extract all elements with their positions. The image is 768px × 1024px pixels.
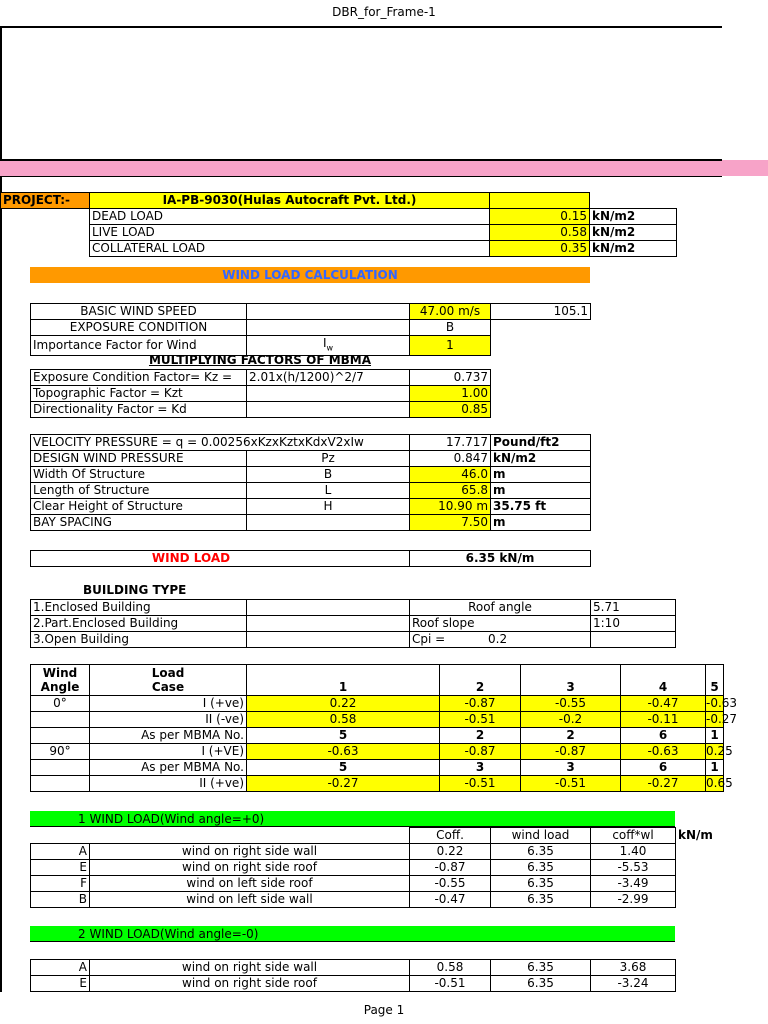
coeff-cell: 6: [621, 760, 706, 776]
spacer-cell: [676, 860, 724, 876]
wind-angle-header-1: Wind: [42, 666, 78, 680]
col-header-1: 1: [247, 665, 440, 696]
wind-load-table: [30, 550, 591, 567]
coeff-cell: -0.11: [621, 712, 706, 728]
design-pressure-symbol: Pz: [247, 451, 410, 467]
building-type-table: [30, 599, 676, 648]
length-value: 65.8: [410, 483, 491, 499]
coff-header: Coff.: [410, 828, 491, 844]
coeff-cell: -0.63: [247, 744, 440, 760]
collateral-load-value: 0.35: [490, 241, 590, 257]
coeff-cell: 6: [621, 728, 706, 744]
roof-angle-value: 5.71: [591, 600, 676, 616]
width-label: Width Of Structure: [31, 467, 247, 483]
result-value: -2.99: [591, 892, 676, 908]
height-symbol: H: [247, 499, 410, 515]
kd-label: Directionality Factor = Kd: [31, 402, 247, 418]
height-unit: 35.75 ft: [491, 499, 591, 515]
collateral-load-label: COLLATERAL LOAD: [90, 241, 490, 257]
kn-m-header: kN/m: [678, 828, 713, 842]
spacer-cell: [676, 892, 724, 908]
coeff-value: -0.55: [410, 876, 491, 892]
cpi-label: [410, 632, 591, 648]
coeff-cell: 5: [247, 728, 440, 744]
coeff-cell: -0.87: [521, 744, 621, 760]
width-unit: m: [491, 467, 591, 483]
case2-title: 2 WIND LOAD(Wind angle=-0): [30, 926, 675, 942]
wind-angle-cell: 90°: [31, 744, 90, 760]
coeff-row: [31, 712, 724, 728]
member-desc: wind on left side wall: [90, 892, 410, 908]
pressure-table: [30, 434, 591, 531]
dead-load-value: 0.15: [490, 209, 590, 225]
design-pressure-unit: kN/m2: [491, 451, 591, 467]
case1-table: [30, 827, 724, 908]
coeff-row: [31, 760, 724, 776]
kz-label: Exposure Condition Factor= Kz =: [31, 370, 247, 386]
open-building: 3.Open Building: [31, 632, 247, 648]
roof-slope-value: 1:10: [591, 616, 676, 632]
design-pressure-label: DESIGN WIND PRESSURE: [31, 451, 247, 467]
importance-symbol: $I_w$: [247, 336, 410, 356]
wind-angle-cell: [31, 760, 90, 776]
col-header-4: 4: [621, 665, 706, 696]
col-header-2: 2: [440, 665, 521, 696]
coeff-cell: 3: [440, 760, 521, 776]
coeff-cell: 1: [706, 728, 724, 744]
member-id: E: [31, 976, 90, 992]
coeff-value: -0.47: [410, 892, 491, 908]
coeff-cell: -0.27: [621, 776, 706, 792]
exposure-label: EXPOSURE CONDITION: [31, 320, 247, 336]
coeff-cell: -0.87: [440, 696, 521, 712]
coeff-cell: 2: [521, 728, 621, 744]
result-value: -3.49: [591, 876, 676, 892]
basic-wind-speed-value: 47.00 m/s: [410, 304, 491, 320]
member-desc: wind on right side wall: [90, 960, 410, 976]
coeff-cell: -0.27: [247, 776, 440, 792]
load-case-cell: As per MBMA No.: [90, 760, 247, 776]
basic-wind-speed-label: BASIC WIND SPEED: [31, 304, 247, 320]
kzt-value: 1.00: [410, 386, 491, 402]
width-value: 46.0: [410, 467, 491, 483]
project-label: PROJECT:-: [1, 193, 90, 209]
load-case-cell: I (+VE): [90, 744, 247, 760]
member-desc: wind on right side roof: [90, 860, 410, 876]
result-value: 1.40: [591, 844, 676, 860]
wind-load-value: 6.35: [491, 960, 591, 976]
spacer-cell: [676, 844, 724, 860]
page-header: DBR_for_Frame-1: [332, 5, 436, 19]
result-value: 3.68: [591, 960, 676, 976]
table-row: [31, 844, 724, 860]
wind-load-value: 6.35: [491, 860, 591, 876]
coeff-row: [31, 728, 724, 744]
basic-wind-speed-extra: 105.1: [491, 304, 591, 320]
enclosed-building: 1.Enclosed Building: [31, 600, 247, 616]
wind-angle-cell: [31, 728, 90, 744]
coeff-cell: -0.27: [706, 712, 738, 726]
member-id: B: [31, 892, 90, 908]
table-row: [31, 976, 676, 992]
pink-band-bottom-rule: [0, 176, 722, 177]
coeff-cell: 0.25: [706, 744, 733, 758]
design-pressure-value: 0.847: [410, 451, 491, 467]
member-id: A: [31, 960, 90, 976]
velocity-pressure-value: 17.717: [410, 435, 491, 451]
live-load-unit: kN/m2: [590, 225, 677, 241]
result-value: -3.24: [591, 976, 676, 992]
bay-spacing-label: BAY SPACING: [31, 515, 247, 531]
member-id: F: [31, 876, 90, 892]
wind-load-label: WIND LOAD: [31, 551, 410, 567]
wind-angle-header-2: Angle: [40, 680, 80, 694]
building-type-title: BUILDING TYPE: [83, 583, 187, 597]
height-label: Clear Height of Structure: [31, 499, 247, 515]
wind-load-header: wind load: [491, 828, 591, 844]
dead-load-unit: kN/m2: [590, 209, 677, 225]
bay-spacing-unit: m: [491, 515, 591, 531]
table-row: [31, 860, 724, 876]
coefficient-table: [30, 664, 738, 792]
mbma-factors-table: [30, 369, 491, 418]
project-name: IA-PB-9030(Hulas Autocraft Pvt. Ltd.): [90, 193, 490, 209]
importance-label: Importance Factor for Wind: [31, 336, 247, 356]
wind-angle-header: [31, 665, 90, 696]
member-desc: wind on right side wall: [90, 844, 410, 860]
load-case-cell: II (+ve): [90, 776, 247, 792]
dead-load-label: DEAD LOAD: [90, 209, 490, 225]
part-enclosed-building: 2.Part.Enclosed Building: [31, 616, 247, 632]
basic-wind-table: [30, 303, 591, 356]
member-desc: wind on left side roof: [90, 876, 410, 892]
load-case-cell: II (-ve): [90, 712, 247, 728]
coeff-cell: 5: [247, 760, 440, 776]
height-value: 10.90 m: [410, 499, 491, 515]
wind-load-value: 6.35: [491, 892, 591, 908]
coeff-cell: -0.2: [521, 712, 621, 728]
table-row: [31, 960, 676, 976]
coeff-row: [31, 696, 724, 712]
member-id: A: [31, 844, 90, 860]
table-row: [31, 876, 724, 892]
project-blank: [490, 193, 590, 209]
mbma-title: MULTIPLYING FACTORS OF MBMA: [148, 353, 372, 367]
collateral-load-unit: kN/m2: [590, 241, 677, 257]
wind-load-value: 6.35: [491, 876, 591, 892]
result-value: -5.53: [591, 860, 676, 876]
project-table: [0, 192, 677, 257]
coeff-value: -0.87: [410, 860, 491, 876]
load-case-header-1: Load: [151, 666, 185, 680]
col-header-5: 5: [706, 665, 724, 696]
velocity-pressure-label: VELOCITY PRESSURE = q = 0.00256xKzxKztxKdxV2xIw: [31, 435, 410, 451]
live-load-value: 0.58: [490, 225, 590, 241]
coeff-row: [31, 744, 724, 760]
kz-value: 0.737: [410, 370, 491, 386]
case1-title: 1 WIND LOAD(Wind angle=+0): [30, 811, 675, 827]
wind-angle-cell: 0°: [31, 696, 90, 712]
coeff-cell: -0.47: [621, 696, 706, 712]
coeff-cell: -0.87: [440, 744, 521, 760]
velocity-pressure-unit: Pound/ft2: [491, 435, 591, 451]
wind-angle-cell: [31, 712, 90, 728]
cpi-key: Cpi =: [412, 632, 446, 646]
coff-wl-header: coff*wl: [591, 828, 676, 844]
exposure-value: B: [410, 320, 491, 336]
length-label: Length of Structure: [31, 483, 247, 499]
load-case-header-2: Case: [151, 680, 185, 694]
coeff-value: -0.51: [410, 976, 491, 992]
kd-value: 0.85: [410, 402, 491, 418]
coeff-cell: 0.65: [706, 776, 733, 790]
pink-band: [0, 160, 768, 176]
width-symbol: B: [247, 467, 410, 483]
kz-formula: 2.01x(h/1200)^2/7: [247, 370, 410, 386]
importance-value: 1: [410, 336, 491, 356]
coeff-cell: -0.51: [440, 712, 521, 728]
wind-calc-title: WIND LOAD CALCULATION: [30, 267, 590, 283]
roof-slope-label: Roof slope: [410, 616, 591, 632]
table-row: [31, 892, 724, 908]
col-header-3: 3: [521, 665, 621, 696]
load-case-cell: As per MBMA No.: [90, 728, 247, 744]
page-footer: Page 1: [363, 1003, 405, 1017]
coeff-cell: 1: [706, 760, 724, 776]
live-load-label: LIVE LOAD: [90, 225, 490, 241]
coeff-cell: 0.22: [247, 696, 440, 712]
length-symbol: L: [247, 483, 410, 499]
wind-load-value: 6.35 kN/m: [410, 551, 591, 567]
pink-band-top-rule: [0, 159, 722, 161]
top-rule: [0, 26, 722, 28]
coeff-cell: -0.63: [621, 744, 706, 760]
spacer-cell: [676, 876, 724, 892]
load-case-header: [90, 665, 247, 696]
case2-table: [30, 959, 676, 992]
roof-angle-label: Roof angle: [410, 600, 591, 616]
kzt-label: Topographic Factor = Kzt: [31, 386, 247, 402]
coeff-cell: 0.58: [247, 712, 440, 728]
wind-load-value: 6.35: [491, 976, 591, 992]
member-desc: wind on right side roof: [90, 976, 410, 992]
load-case-cell: I (+ve): [90, 696, 247, 712]
bay-spacing-value: 7.50: [410, 515, 491, 531]
coeff-cell: -0.63: [706, 696, 738, 710]
coeff-cell: 3: [521, 760, 621, 776]
wind-angle-cell: [31, 776, 90, 792]
member-id: E: [31, 860, 90, 876]
coeff-cell: -0.51: [521, 776, 621, 792]
length-unit: m: [491, 483, 591, 499]
coeff-cell: 2: [440, 728, 521, 744]
coeff-cell: -0.51: [440, 776, 521, 792]
cpi-value: 0.2: [488, 632, 508, 646]
coeff-value: 0.22: [410, 844, 491, 860]
coeff-value: 0.58: [410, 960, 491, 976]
wind-load-value: 6.35: [491, 844, 591, 860]
coeff-row: [31, 776, 724, 792]
coeff-cell: -0.55: [521, 696, 621, 712]
